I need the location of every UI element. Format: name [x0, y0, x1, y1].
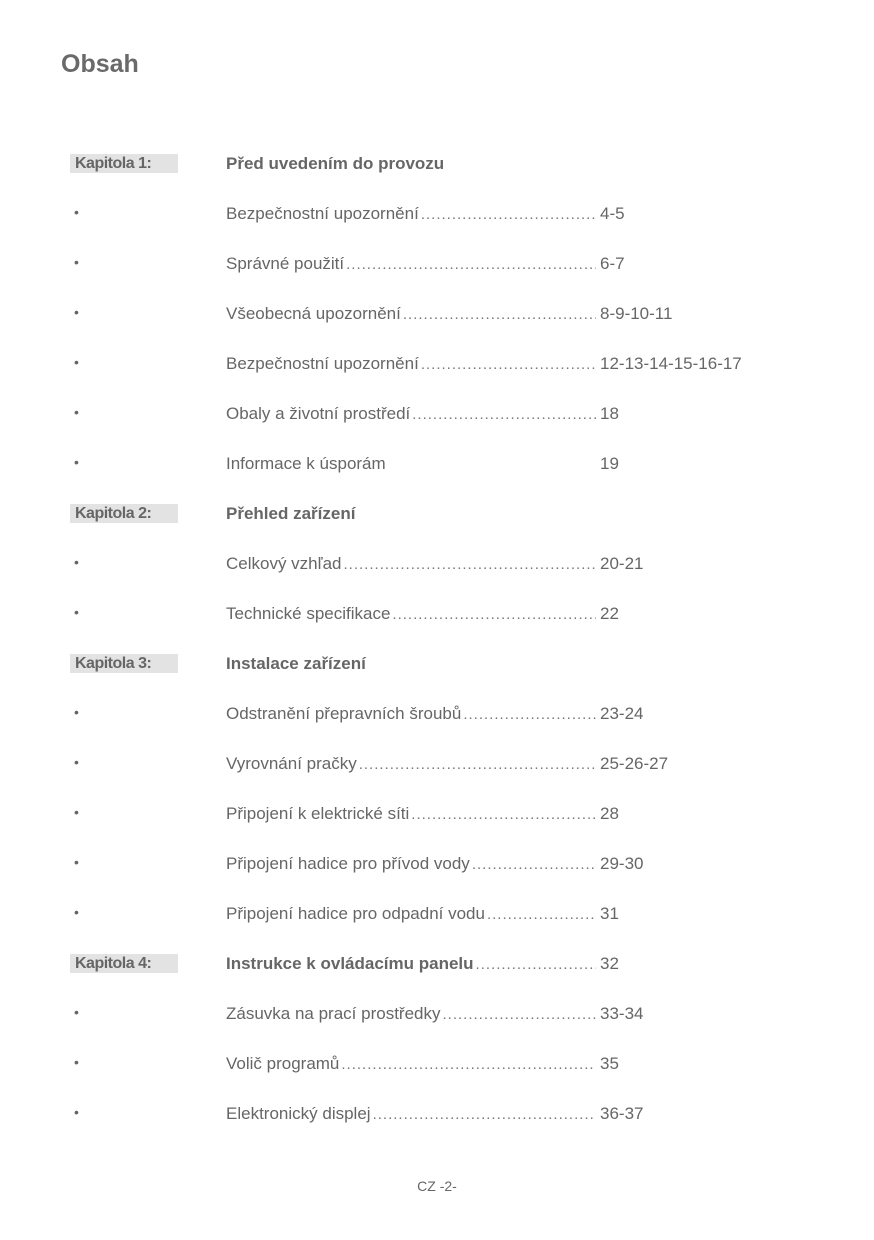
- chapter-row: [0, 640, 874, 690]
- toc-entry-text: Celkový vzhľad: [226, 554, 342, 573]
- bullet-icon: •: [74, 854, 79, 870]
- table-of-contents: [0, 140, 874, 1140]
- toc-entry-row: [0, 740, 874, 790]
- bullet-icon: •: [74, 804, 79, 820]
- dot-leader: [463, 706, 596, 723]
- toc-entry-text: Odstranění přepravních šroubů: [226, 704, 462, 723]
- bullet-icon: •: [74, 354, 79, 370]
- page-footer: CZ -2-: [417, 1178, 457, 1194]
- toc-entry[interactable]: [226, 554, 600, 574]
- toc-entry[interactable]: [226, 404, 600, 424]
- toc-entry-row: [0, 590, 874, 640]
- toc-entry[interactable]: [226, 304, 600, 324]
- dot-leader: [412, 406, 596, 423]
- toc-entry-text: Připojení k elektrické síti: [226, 804, 410, 823]
- chapter-title[interactable]: Před uvedením do provozu: [226, 154, 445, 173]
- toc-entry[interactable]: [226, 1104, 600, 1124]
- dot-leader: [341, 1056, 596, 1073]
- page-number: 22: [600, 604, 619, 623]
- bullet-icon: •: [74, 704, 79, 720]
- dot-leader: [392, 606, 596, 623]
- toc-entry-row: [0, 840, 874, 890]
- dot-leader: [403, 306, 596, 323]
- bullet-icon: •: [74, 1104, 79, 1120]
- chapter-title-text: Instrukce k ovládacímu panelu: [226, 954, 474, 973]
- dot-leader: [442, 1006, 596, 1023]
- toc-entry-row: [0, 1090, 874, 1140]
- toc-entry[interactable]: [226, 854, 600, 874]
- page-number: 31: [600, 904, 619, 923]
- toc-entry[interactable]: [226, 754, 600, 774]
- chapter-title[interactable]: [226, 954, 600, 974]
- page-number: 23-24: [600, 704, 644, 723]
- toc-entry[interactable]: [226, 354, 600, 374]
- toc-entry[interactable]: [226, 704, 600, 724]
- toc-entry-text: Připojení hadice pro přívod vody: [226, 854, 470, 873]
- toc-entry-row: [0, 790, 874, 840]
- page-number: 8-9-10-11: [600, 304, 673, 323]
- dot-leader: [421, 206, 596, 223]
- toc-entry-text: Elektronický displej: [226, 1104, 371, 1123]
- toc-entry-text: Obaly a životní prostředí: [226, 404, 411, 423]
- toc-entry[interactable]: [226, 904, 600, 924]
- bullet-icon: •: [74, 454, 79, 470]
- dot-leader: [476, 956, 596, 973]
- dot-leader: [487, 906, 596, 923]
- page-number: 6-7: [600, 254, 625, 273]
- chapter-row: [0, 490, 874, 540]
- page-number: 19: [600, 454, 619, 473]
- toc-entry[interactable]: [226, 454, 600, 474]
- bullet-icon: •: [74, 604, 79, 620]
- toc-entry-row: [0, 690, 874, 740]
- page-number: 28: [600, 804, 619, 823]
- toc-entry-row: [0, 1040, 874, 1090]
- toc-entry-row: [0, 890, 874, 940]
- page-number: 35: [600, 1054, 619, 1073]
- toc-entry-text: Všeobecná upozornění: [226, 304, 401, 323]
- bullet-icon: •: [74, 1004, 79, 1020]
- toc-entry-text: Zásuvka na prací prostředky: [226, 1004, 441, 1023]
- dot-leader: [359, 756, 596, 773]
- chapter-label: Kapitola 3:: [70, 654, 178, 673]
- toc-entry-text: Připojení hadice pro odpadní vodu: [226, 904, 485, 923]
- chapter-label: Kapitola 4:: [70, 954, 178, 973]
- bullet-icon: •: [74, 1054, 79, 1070]
- dot-leader: [344, 556, 596, 573]
- chapter-title[interactable]: Přehled zařízení: [226, 504, 356, 523]
- chapter-title[interactable]: Instalace zařízení: [226, 654, 366, 673]
- dot-leader: [472, 856, 596, 873]
- dot-leader: [421, 356, 596, 373]
- toc-entry[interactable]: [226, 1054, 600, 1074]
- page-number: 18: [600, 404, 619, 423]
- chapter-label: Kapitola 1:: [70, 154, 178, 173]
- toc-entry-text: Bezpečnostní upozornění: [226, 354, 419, 373]
- page-number: 33-34: [600, 1004, 644, 1023]
- toc-entry[interactable]: [226, 804, 600, 824]
- bullet-icon: •: [74, 304, 79, 320]
- toc-entry-row: [0, 240, 874, 290]
- toc-entry-row: [0, 290, 874, 340]
- toc-entry-row: [0, 440, 874, 490]
- toc-entry-text: Informace k úsporám: [226, 454, 386, 473]
- dot-leader: [373, 1106, 596, 1123]
- page-number: 32: [600, 954, 619, 973]
- toc-entry-row: [0, 190, 874, 240]
- page-number: 36-37: [600, 1104, 644, 1123]
- page-number: 25-26-27: [600, 754, 669, 773]
- toc-entry-text: Technické specifikace: [226, 604, 391, 623]
- bullet-icon: •: [74, 754, 79, 770]
- chapter-row: [0, 940, 874, 990]
- bullet-icon: •: [74, 254, 79, 270]
- toc-entry-text: Volič programů: [226, 1054, 340, 1073]
- dot-leader: [346, 256, 596, 273]
- toc-entry-row: [0, 540, 874, 590]
- toc-entry[interactable]: [226, 204, 600, 224]
- page-number: 20-21: [600, 554, 644, 573]
- bullet-icon: •: [74, 904, 79, 920]
- chapter-label: Kapitola 2:: [70, 504, 178, 523]
- page-number: 29-30: [600, 854, 644, 873]
- bullet-icon: •: [74, 404, 79, 420]
- bullet-icon: •: [74, 204, 79, 220]
- page-number: 12-13-14-15-16-17: [600, 354, 742, 373]
- toc-entry[interactable]: [226, 604, 600, 624]
- toc-entry-row: [0, 990, 874, 1040]
- chapter-row: [0, 140, 874, 190]
- bullet-icon: •: [74, 554, 79, 570]
- toc-entry-row: [0, 390, 874, 440]
- page-number: 4-5: [600, 204, 625, 223]
- page-title: Obsah: [61, 50, 139, 78]
- toc-entry[interactable]: [226, 1004, 600, 1024]
- toc-entry-row: [0, 340, 874, 390]
- toc-entry[interactable]: [226, 254, 600, 274]
- dot-leader: [411, 806, 596, 823]
- toc-entry-text: Správné použití: [226, 254, 345, 273]
- toc-entry-text: Vyrovnání pračky: [226, 754, 357, 773]
- toc-entry-text: Bezpečnostní upozornění: [226, 204, 419, 223]
